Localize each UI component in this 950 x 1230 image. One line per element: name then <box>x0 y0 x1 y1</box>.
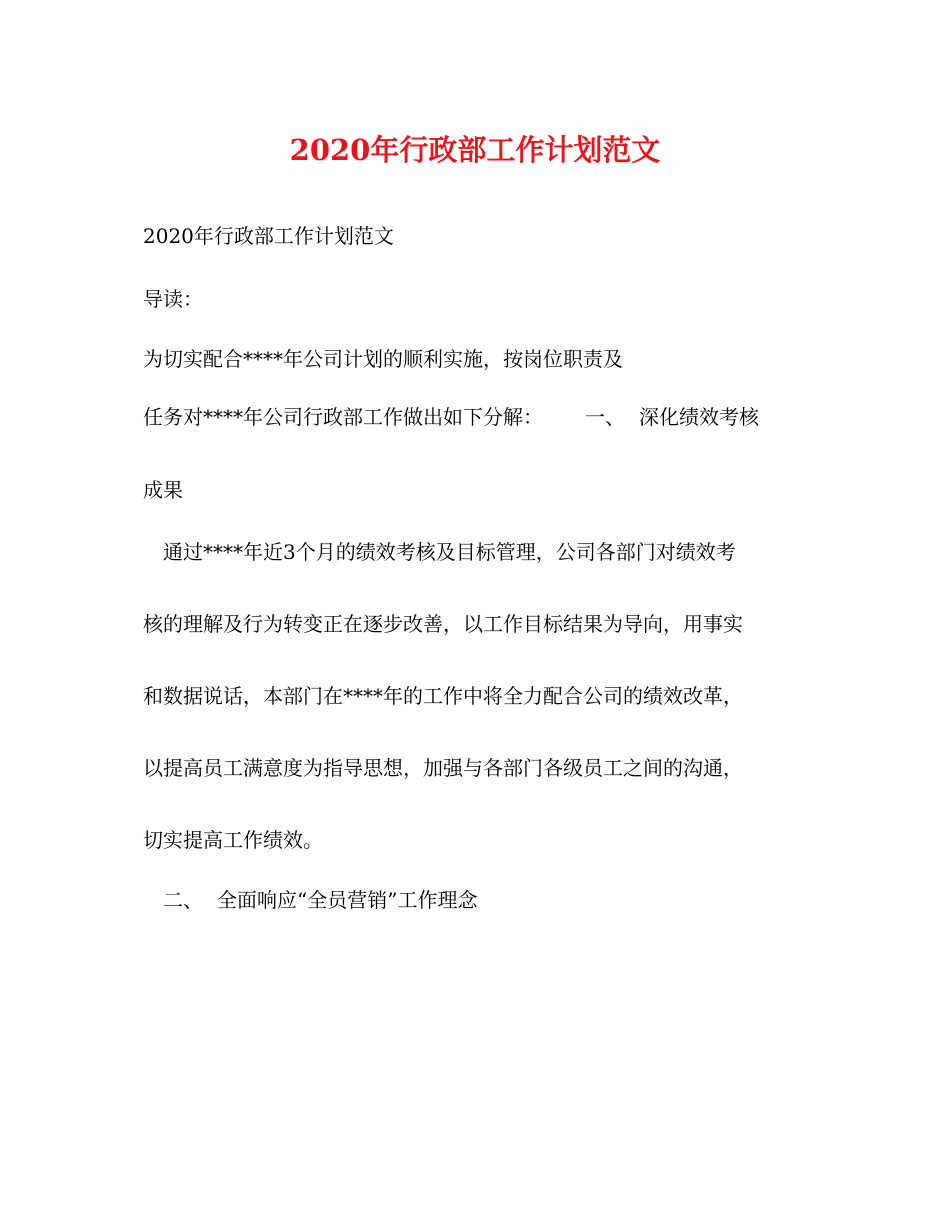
paragraph-2-line-1: 通过****年近3个月的绩效考核及目标管理，公司各部门对绩效考 <box>163 540 736 564</box>
paragraph-1-line-2-text: 任务对****年公司行政部工作做出如下分解： <box>143 405 543 429</box>
section-2-number: 二、 <box>163 888 203 912</box>
section-2-heading <box>163 886 477 914</box>
paragraph-1-line-2 <box>143 403 759 431</box>
paragraph-2-line-5: 切实提高工作绩效。 <box>143 828 323 852</box>
section-1-title-continued: 成果 <box>143 478 183 502</box>
paragraph-1-line-1: 为切实配合****年公司计划的顺利实施，按岗位职责及 <box>143 347 623 371</box>
document-title: 2020年行政部工作计划范文 <box>289 133 661 167</box>
document-subtitle: 2020年行政部工作计划范文 <box>143 224 394 248</box>
paragraph-2-line-3: 和数据说话，本部门在****年的工作中将全力配合公司的绩效改革， <box>143 684 743 708</box>
paragraph-2-line-2: 核的理解及行为转变正在逐步改善，以工作目标结果为导向，用事实 <box>143 612 743 636</box>
intro-label: 导读： <box>143 287 203 311</box>
section-1-number: 一、 <box>585 405 625 429</box>
paragraph-2-line-4: 以提高员工满意度为指导思想，加强与各部门各级员工之间的沟通， <box>143 756 743 780</box>
section-2-title: 全面响应“全员营销”工作理念 <box>217 888 478 912</box>
section-1-title: 深化绩效考核 <box>639 405 759 429</box>
